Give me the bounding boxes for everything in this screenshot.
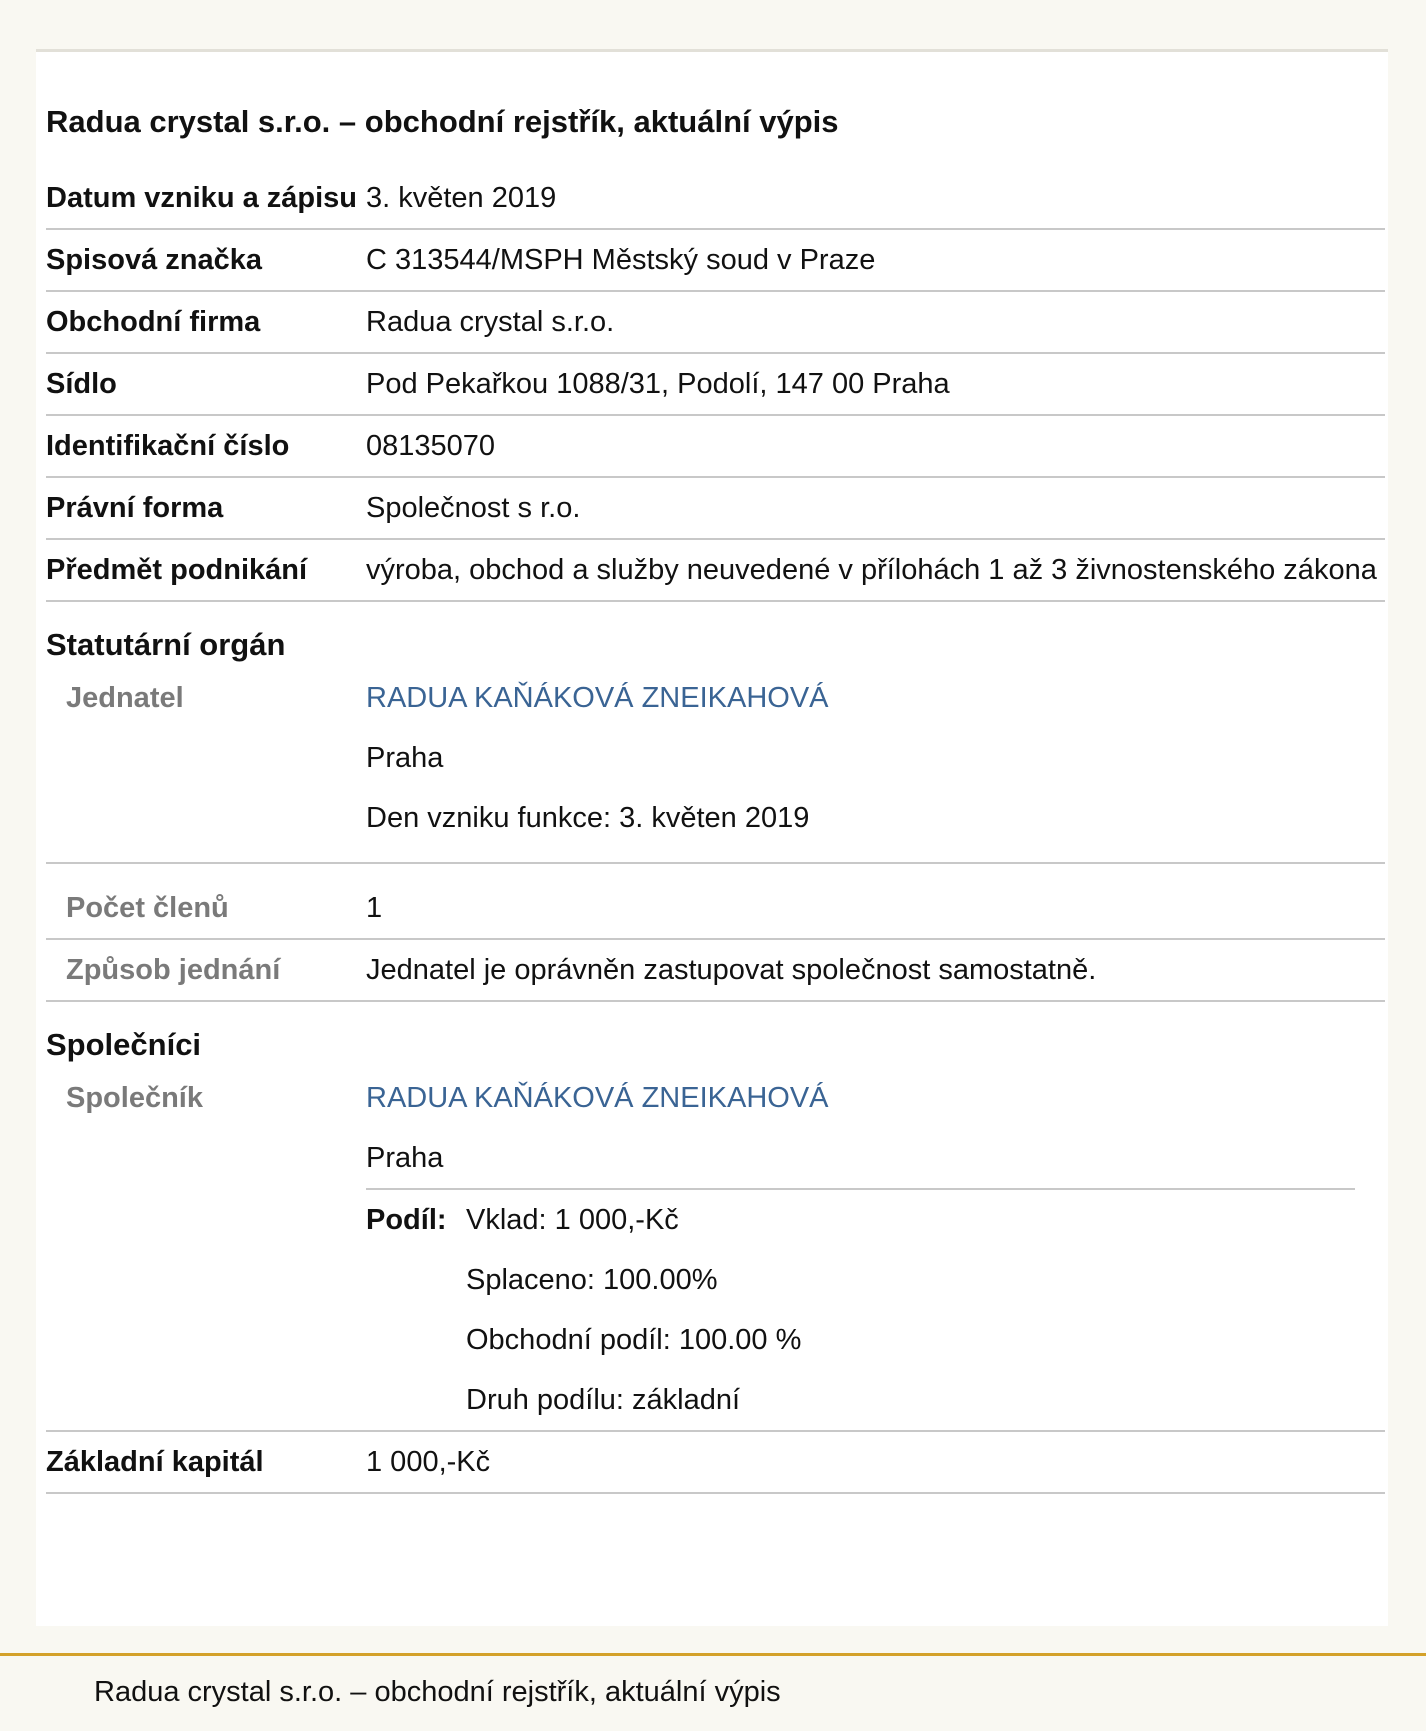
row-label: Identifikační číslo bbox=[46, 430, 290, 462]
row-label: Spisová značka bbox=[46, 244, 262, 276]
row-value: Jednatel je oprávněn zastupovat společnost samostatně. bbox=[366, 954, 1097, 986]
row-label: Právní forma bbox=[46, 492, 224, 524]
row-spisova bbox=[46, 230, 1385, 292]
share-business: Obchodní podíl: 100.00 % bbox=[466, 1324, 802, 1356]
share-block bbox=[366, 1188, 1355, 1430]
section-heading-spolecnici: Společníci bbox=[46, 1027, 202, 1062]
row-pocet bbox=[46, 864, 1385, 940]
row-label: Předmět podnikání bbox=[46, 554, 308, 586]
row-label: Společník bbox=[66, 1082, 203, 1114]
spacer bbox=[366, 848, 1385, 862]
person-city: Praha bbox=[366, 742, 444, 774]
row-label: Obchodní firma bbox=[46, 306, 261, 338]
row-datum bbox=[46, 168, 1385, 230]
row-value: 08135070 bbox=[366, 430, 496, 462]
row-ico bbox=[46, 416, 1385, 478]
person-link[interactable]: RADUA KAŇÁKOVÁ ZNEIKAHOVÁ bbox=[366, 1082, 829, 1114]
row-jednatel bbox=[46, 668, 1385, 864]
share-values bbox=[466, 1190, 1355, 1430]
row-predmet bbox=[46, 540, 1385, 602]
row-forma bbox=[46, 478, 1385, 540]
row-value bbox=[366, 1068, 1385, 1430]
row-value: Radua crystal s.r.o. bbox=[366, 306, 615, 338]
person-city: Praha bbox=[366, 1142, 444, 1174]
share-paid: Splaceno: 100.00% bbox=[466, 1264, 718, 1296]
row-spolecnik bbox=[46, 1068, 1385, 1432]
register-content bbox=[46, 102, 1385, 1494]
row-value: Pod Pekařkou 1088/31, Podolí, 147 00 Praha bbox=[366, 368, 950, 400]
row-label: Datum vzniku a zápisu bbox=[46, 182, 358, 214]
row-value: výroba, obchod a služby neuvedené v přílohách 1 až 3 živnostenského zákona bbox=[366, 554, 1377, 586]
footer-text: Radua crystal s.r.o. – obchodní rejstřík, aktuální výpis bbox=[94, 1676, 781, 1708]
row-label: Jednatel bbox=[66, 682, 184, 714]
row-kapital bbox=[46, 1432, 1385, 1494]
row-firma bbox=[46, 292, 1385, 354]
row-value: C 313544/MSPH Městský soud v Praze bbox=[366, 244, 876, 276]
row-value: 1 bbox=[366, 892, 383, 924]
row-label: Počet členů bbox=[66, 892, 229, 924]
row-label: Způsob jednání bbox=[66, 954, 281, 986]
section-heading-statutarni: Statutární orgán bbox=[46, 627, 286, 662]
row-value: 1 000,-Kč bbox=[366, 1446, 491, 1478]
share-type: Druh podílu: základní bbox=[466, 1384, 741, 1416]
row-value bbox=[366, 668, 1385, 862]
share-deposit: Vklad: 1 000,-Kč bbox=[466, 1204, 679, 1236]
row-label: Základní kapitál bbox=[46, 1446, 264, 1478]
row-sidlo bbox=[46, 354, 1385, 416]
row-zpusob bbox=[46, 940, 1385, 1002]
page-title: Radua crystal s.r.o. – obchodní rejstřík, aktuální výpis bbox=[46, 104, 839, 139]
share-label: Podíl: bbox=[366, 1204, 447, 1236]
person-link[interactable]: RADUA KAŇÁKOVÁ ZNEIKAHOVÁ bbox=[366, 682, 829, 714]
row-label: Sídlo bbox=[46, 368, 117, 400]
register-card bbox=[36, 49, 1388, 1626]
row-value: Společnost s r.o. bbox=[366, 492, 581, 524]
footer bbox=[0, 1653, 1426, 1731]
row-value: 3. květen 2019 bbox=[366, 182, 557, 214]
function-since: Den vzniku funkce: 3. květen 2019 bbox=[366, 802, 810, 834]
